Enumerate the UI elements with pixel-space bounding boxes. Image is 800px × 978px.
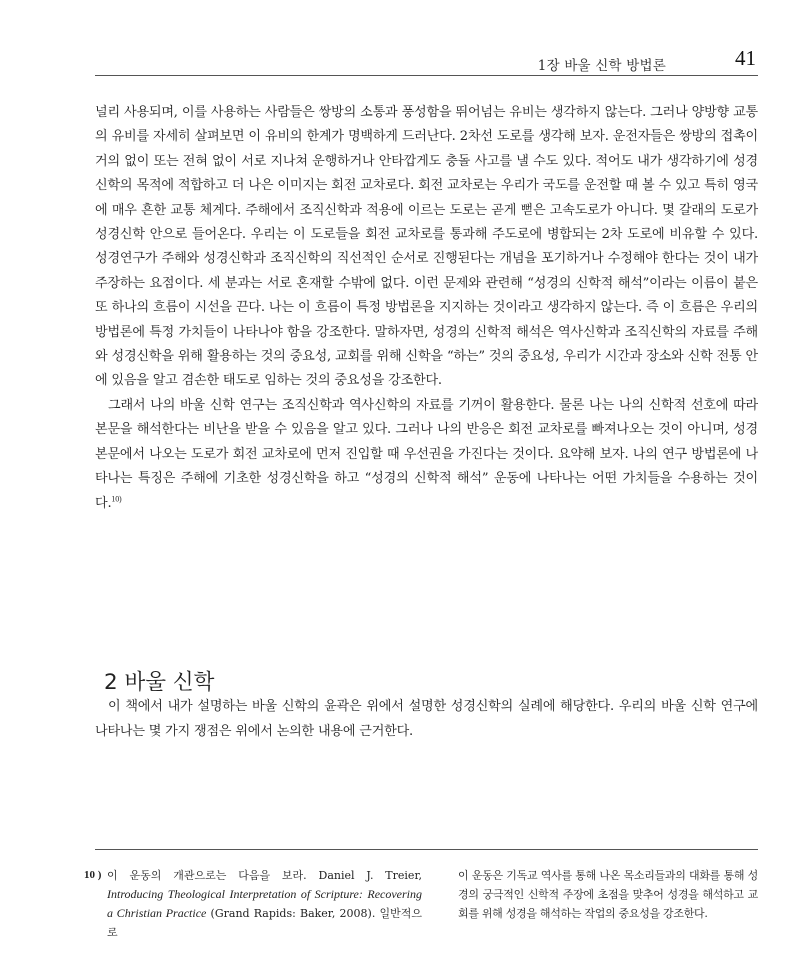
footnote-text-part2: (Grand Rapids: Baker, 2008). 일반적으로 [107,907,422,939]
body-paragraph-2-text: 그래서 나의 바울 신학 연구는 조직신학과 역사신학의 자료를 기꺼이 활용한다. 물론 나는 나의 신학적 선호에 따라 본문을 해석한다는 비난을 받을 수 있음을 알고 있다. 그러나 나의 반응은 회전 교차로를 빠져나오는 것이 아니며, 성경 본문에서 나오는 도로가 회전 교차로에 먼저 진입할 때 우선권을 가진다는 것이다. 요약해 보자. 나의 연구 방법론에 나타나는 특징은 주해에 기초한 성경신학을 하고 “성경의 신학적 해석” 운동에 나타나는 어떤 가치들을 수용하는 것이다. [95,397,758,511]
footnote-continuation: 이 운동은 기독교 역사를 통해 나온 목소리들과의 대화를 통해 성경의 궁극적인 신학적 주장에 초점을 맞추어 성경을 해석하고 교회를 위해 성경을 해석하는 작업의 중요성을 강조한다. [458,869,758,920]
section-text [95,694,758,744]
section-heading: 2 바울 신학 [104,669,215,695]
footnote-10 [84,866,422,942]
running-header [95,46,758,76]
footnote-book-title: Introducing Theological Interpretation of Scripture: Recovering a Christian Practice [107,887,422,920]
footnote-ref-10[interactable]: 10) [111,494,122,504]
footnote-text-part1: 이 운동의 개관으로는 다음을 보라. Daniel J. Treier, [107,869,422,882]
footnote-rule [95,849,758,850]
section-paragraph: 이 책에서 내가 설명하는 바울 신학의 윤곽은 위에서 설명한 성경신학의 실례에 해당한다. 우리의 바울 신학 연구에 나타나는 몇 가지 쟁점은 위에서 논의한 내용에 근거한다. [95,699,758,739]
body-paragraph-2 [95,394,758,516]
chapter-title: 1장 바울 신학 방법론 [537,58,666,74]
body-paragraph-1: 널리 사용되며, 이를 사용하는 사람들은 쌍방의 소통과 풍성함을 뛰어넘는 유비는 생각하지 않는다. 그러나 양방향 교통의 유비를 자세히 살펴보면 이 유비의 한계가 명백하게 드러난다. 2차선 도로를 생각해 보자. 운전자들은 쌍방의 접촉이 거의 없이 또는 전혀 없이 서로 지나쳐 운행하거나 안타깝게도 충돌 사고를 낼 수도 있다. 적어도 내가 생각하기에 성경신학의 목적에 적합하고 더 나은 이미지는 회전 교차로다. 회전 교차로는 우리가 국도를 운전할 때 볼 수 있고 특히 영국에 매우 흔한 교통 체계다. 주해에서 조직신학과 적용에 이르는 도로는 곧게 뻗은 고속도로가 아니다. 몇 갈래의 도로가 성경신학 안으로 들어온다. 우리는 이 도로들을 회전 교차로를 통과해 주도로에 병합되는 2차 도로에 비유할 수 있다. 성경연구가 주해와 성경신학과 조직신학의 직선적인 순서로 진행된다는 개념을 포기하거나 수정해야 한다는 것이 내가 주장하는 요점이다. 세 분과는 서로 혼재할 수밖에 없다. 이런 문제와 관련해 “성경의 신학적 해석”이라는 이름이 붙은 또 하나의 흐름이 시선을 끈다. 나는 이 흐름이 특정 방법론을 지지하는 것이라고 생각하지 않는다. 즉 이 흐름은 우리의 방법론에 특정 가치들이 나타나야 함을 강조한다. 말하자면, 성경의 신학적 해석은 역사신학과 조직신학의 자료를 주해와 성경신학을 위해 활용하는 것의 중요성, 교회를 위해 신학을 “하는” 것의 중요성, 우리가 시간과 장소와 신학 전통 안에 있음을 알고 겸손한 태도로 임하는 것의 중요성을 강조한다. [95,105,758,389]
footnote-text [107,866,422,942]
footnote-number: 10 ) [84,869,102,881]
page-number: 41 [735,46,756,70]
header-rule [95,75,758,76]
main-text [95,101,758,516]
